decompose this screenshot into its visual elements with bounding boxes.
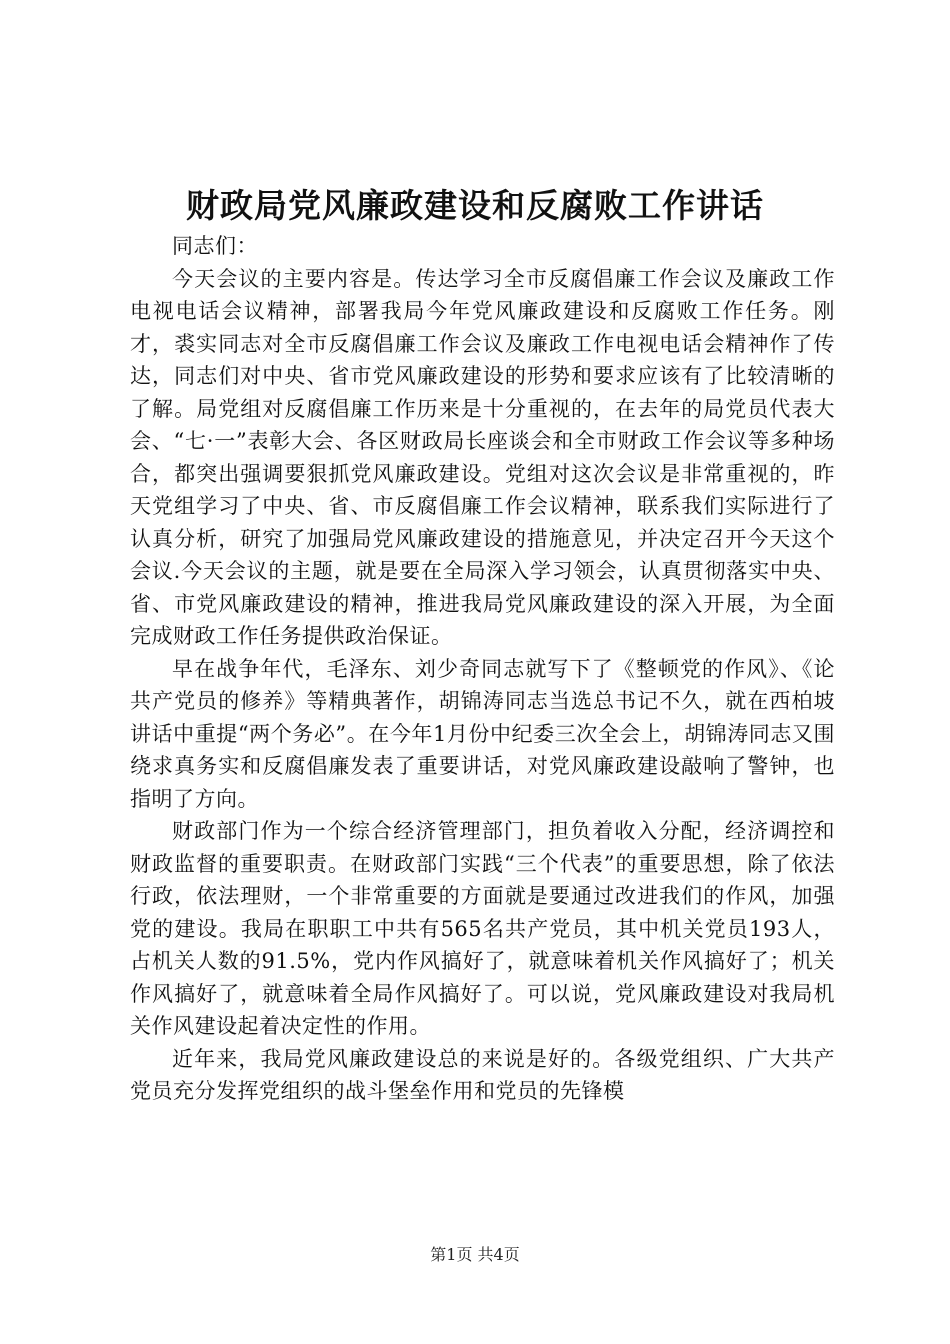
paragraph: 财政部门作为一个综合经济管理部门，担负着收入分配，经济调控和财政监督的重要职责。在财政部门实践“三个代表”的重要思想，除了依法行政，依法理财，一个非常重要的方面就是要通过改进我们的作风，加强党的建设。我局在职职工中共有565名共产党员，其中机关党员193人，占机关人数的91.5%，党内作风搞好了，就意味着机关作风搞好了；机关作风搞好了，就意味着全局作风搞好了。可以说，党风廉政建设对我局机关作风建设起着决定性的作用。 — [130, 819, 835, 1038]
paragraph: 今天会议的主要内容是。传达学习全市反腐倡廉工作会议及廉政工作电视电话会议精神，部署我局今年党风廉政建设和反腐败工作任务。刚才，裘实同志对全市反腐倡廉工作会议及廉政工作电视电话会精神作了传达，同志们对中央、省市党风廉政建设的形势和要求应该有了比较清晰的了解。局党组对反腐倡廉工作历来是十分重视的，在去年的局党员代表大会、“七·一”表彰大会、各区财政局长座谈会和全市财政工作会议等多种场合，都突出强调要狠抓党风廉政建设。党组对这次会议是非常重视的，昨天党组学习了中央、省、市反腐倡廉工作会议精神，联系我们实际进行了认真分析，研究了加强局党风廉政建设的措施意见，并决定召开今天这个会议.今天会议的主题，就是要在全局深入学习领会，认真贯彻落实中央、省、市党风廉政建设的精神，推进我局党风廉政建设的深入开展，为全面完成财政工作任务提供政治保证。 — [130, 266, 835, 648]
paragraph: 近年来，我局党风廉政建设总的来说是好的。各级党组织、广大共产党员充分发挥党组织的战斗堡垒作用和党员的先锋模 — [130, 1046, 835, 1103]
document-title: 财政局党风廉政建设和反腐败工作讲话 — [186, 186, 764, 225]
document-body — [130, 230, 835, 1108]
salutation: 同志们： — [172, 234, 258, 258]
paragraph: 早在战争年代，毛泽东、刘少奇同志就写下了《整顿党的作风》、《论共产党员的修养》等精典著作，胡锦涛同志当选总书记不久，就在西柏坡讲话中重提“两个务必”。在今年1月份中纪委三次全会上，胡锦涛同志又围绕求真务实和反腐倡廉发表了重要讲话，对党风廉政建设敲响了警钟，也指明了方向。 — [130, 656, 835, 811]
page-footer: 第1页 共4页 — [430, 1245, 520, 1264]
